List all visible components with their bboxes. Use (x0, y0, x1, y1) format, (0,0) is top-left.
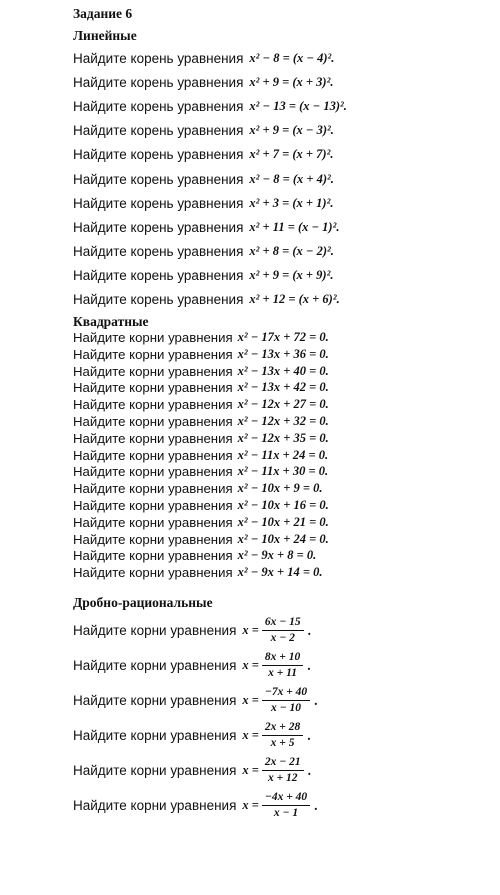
fraction-equation (242, 686, 317, 715)
numerator: −4x + 40 (262, 791, 310, 806)
equation-prompt: Найдите корень уравнения (73, 74, 244, 90)
equation-row (73, 379, 493, 396)
equation-prompt: Найдите корень уравнения (73, 268, 244, 284)
equation-prompt: Найдите корни уравнения (73, 346, 233, 362)
denominator: x − 1 (273, 807, 299, 820)
equation-lhs: x = (242, 728, 259, 743)
equation: x² − 10x + 9 = 0. (237, 481, 323, 496)
equation: x² + 3 = (x + 1)². (249, 195, 334, 210)
equation-prompt: Найдите корень уравнения (73, 98, 244, 114)
equation-row (73, 70, 493, 94)
section-title-quadratic: Квадратные (73, 314, 149, 330)
fractional-list (73, 613, 493, 823)
fraction (262, 686, 310, 715)
equation: x² − 8 = (x − 4)². (249, 50, 335, 65)
equation-row (73, 363, 493, 380)
fraction (262, 616, 304, 645)
equation-prompt: Найдите корни уравнения (73, 363, 233, 379)
equation: x² − 13x + 36 = 0. (237, 346, 329, 361)
linear-list (73, 46, 493, 312)
equation-row (73, 531, 493, 548)
equation: x² − 11x + 30 = 0. (237, 464, 329, 479)
equation: x² + 9 = (x − 3)². (249, 123, 334, 138)
equation-prompt: Найдите корни уравнения (73, 565, 233, 581)
numerator: 2x + 28 (262, 721, 303, 736)
equation-prompt: Найдите корни уравнения (73, 728, 237, 744)
fraction-equation (242, 756, 311, 785)
equation-prompt: Найдите корни уравнения (73, 658, 237, 674)
equation: x² − 12x + 32 = 0. (237, 413, 329, 428)
equation-prompt: Найдите корни уравнения (73, 623, 237, 639)
equation-row (73, 143, 493, 167)
numerator: 8x + 10 (262, 651, 303, 666)
period: . (307, 622, 311, 638)
equation-row (73, 215, 493, 239)
equation-row (73, 346, 493, 363)
equation-row (73, 191, 493, 215)
equation: x² + 11 = (x − 1)². (249, 219, 340, 234)
equation-row (73, 753, 493, 788)
equation: x² + 8 = (x − 2)². (249, 244, 334, 259)
equation-prompt: Найдите корень уравнения (73, 195, 244, 211)
equation-row (73, 463, 493, 480)
equation-prompt: Найдите корни уравнения (73, 548, 233, 564)
equation-prompt: Найдите корни уравнения (73, 514, 233, 530)
worksheet (73, 0, 493, 823)
fraction-equation (242, 721, 310, 750)
equation: x² + 12 = (x + 6)². (249, 292, 340, 307)
equation-prompt: Найдите корень уравнения (73, 292, 244, 308)
fraction (262, 651, 303, 680)
equation: x² + 7 = (x + 7)². (249, 147, 334, 162)
equation-prompt: Найдите корни уравнения (73, 693, 237, 709)
equation: x² − 13x + 42 = 0. (237, 380, 329, 395)
equation-row (73, 613, 493, 648)
numerator: −7x + 40 (262, 686, 310, 701)
equation-row (73, 430, 493, 447)
denominator: x − 10 (271, 702, 302, 715)
equation-prompt: Найдите корни уравнения (73, 531, 233, 547)
equation-prompt: Найдите корни уравнения (73, 380, 233, 396)
equation-prompt: Найдите корни уравнения (73, 763, 237, 779)
equation-row (73, 329, 493, 346)
equation-row (73, 119, 493, 143)
fraction-equation (242, 651, 310, 680)
equation: x² − 10x + 24 = 0. (237, 531, 329, 546)
equation-row (73, 94, 493, 118)
equation-row (73, 718, 493, 753)
equation-prompt: Найдите корень уравнения (73, 50, 244, 66)
section-title-fractional: Дробно-рациональные (73, 595, 213, 611)
fraction-equation (242, 791, 317, 820)
equation-row (73, 547, 493, 564)
equation-row (73, 167, 493, 191)
fraction (262, 791, 310, 820)
equation-row (73, 447, 493, 464)
equation-prompt: Найдите корни уравнения (73, 329, 233, 345)
equation-prompt: Найдите корень уравнения (73, 123, 244, 139)
equation: x² − 9x + 8 = 0. (237, 548, 317, 563)
equation-row (73, 413, 493, 430)
task-title: Задание 6 (73, 6, 133, 21)
equation-row (73, 648, 493, 683)
equation-row (73, 264, 493, 288)
equation-row (73, 683, 493, 718)
equation-lhs: x = (242, 693, 259, 708)
equation: x² − 11x + 24 = 0. (237, 447, 329, 462)
equation: x² − 8 = (x + 4)². (249, 171, 334, 186)
denominator: x + 11 (268, 667, 297, 680)
denominator: x − 2 (270, 632, 295, 645)
equation: x² − 12x + 35 = 0. (237, 430, 329, 445)
equation: x² − 17x + 72 = 0. (237, 329, 329, 344)
equation-lhs: x = (242, 658, 259, 673)
equation: x² + 9 = (x + 9)². (249, 268, 334, 283)
equation-prompt: Найдите корни уравнения (73, 447, 233, 463)
equation-row (73, 480, 493, 497)
equation-lhs: x = (242, 623, 259, 638)
equation-row (73, 514, 493, 531)
period: . (307, 727, 311, 743)
equation: x² − 9x + 14 = 0. (237, 565, 323, 580)
equation-lhs: x = (242, 763, 259, 778)
equation: x² − 10x + 21 = 0. (237, 514, 329, 529)
numerator: 2x − 21 (262, 756, 304, 771)
equation-prompt: Найдите корни уравнения (73, 464, 233, 480)
equation-prompt: Найдите корни уравнения (73, 397, 233, 413)
equation-prompt: Найдите корни уравнения (73, 430, 233, 446)
equation-prompt: Найдите корни уравнения (73, 497, 233, 513)
equation: x² − 12x + 27 = 0. (237, 397, 329, 412)
fraction (262, 721, 303, 750)
equation-row (73, 497, 493, 514)
equation: x² − 13 = (x − 13)². (249, 98, 347, 113)
equation-row (73, 240, 493, 264)
equation-prompt: Найдите корень уравнения (73, 147, 244, 163)
equation-row (73, 288, 493, 312)
period: . (307, 762, 311, 778)
equation-prompt: Найдите корень уравнения (73, 219, 244, 235)
equation-prompt: Найдите корни уравнения (73, 413, 233, 429)
fraction-equation (242, 616, 311, 645)
equation-row (73, 564, 493, 581)
equation: x² − 10x + 16 = 0. (237, 497, 329, 512)
numerator: 6x − 15 (262, 616, 304, 631)
equation-row (73, 396, 493, 413)
fraction (262, 756, 304, 785)
equation-prompt: Найдите корни уравнения (73, 481, 233, 497)
equation-prompt: Найдите корень уравнения (73, 171, 244, 187)
section-title-linear: Линейные (73, 28, 137, 43)
period: . (307, 657, 311, 673)
quadratic-list (73, 329, 493, 581)
denominator: x + 5 (270, 737, 295, 750)
equation-lhs: x = (242, 798, 259, 813)
equation: x² + 9 = (x + 3)². (249, 74, 334, 89)
equation-prompt: Найдите корни уравнения (73, 798, 237, 814)
equation: x² − 13x + 40 = 0. (237, 363, 329, 378)
equation-prompt: Найдите корень уравнения (73, 244, 244, 260)
equation-row (73, 788, 493, 823)
period: . (314, 797, 318, 813)
equation-row (73, 46, 493, 70)
period: . (314, 692, 318, 708)
denominator: x + 12 (267, 772, 298, 785)
